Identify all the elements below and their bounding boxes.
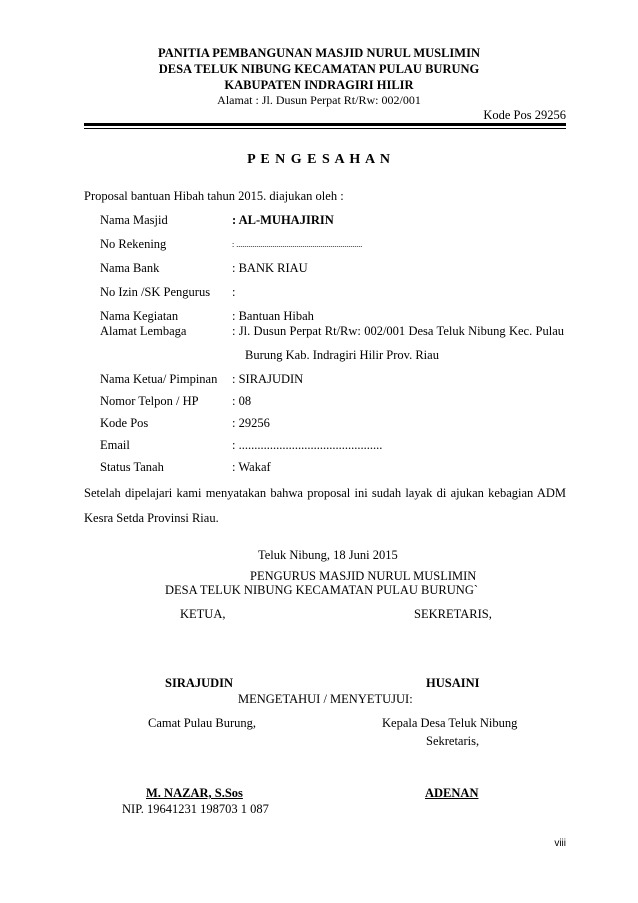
field-label-nomor-telpon: Nomor Telpon / HP: [100, 394, 199, 408]
letterhead-postal: Kode Pos 29256: [483, 108, 566, 122]
chair-name: SIRAJUDIN: [165, 676, 234, 690]
field-value-alamat-lembaga: : Jl. Dusun Perpat Rt/Rw: 002/001 Desa Teluk Nibung Kec. Pulau: [232, 324, 564, 338]
statement-line-2: Kesra Setda Provinsi Riau.: [84, 511, 219, 525]
field-value-izin-sk: :: [232, 285, 236, 299]
letterhead-line-3: KABUPATEN INDRAGIRI HILIR: [224, 78, 414, 92]
camat-name: M. NAZAR, S.Sos: [146, 786, 243, 800]
camat-title: Camat Pulau Burung,: [148, 716, 256, 730]
field-value-nama-bank: : BANK RIAU: [232, 261, 308, 275]
field-label-no-rekening: No Rekening: [100, 237, 167, 251]
letterhead-address: Alamat : Jl. Dusun Perpat Rt/Rw: 002/001: [217, 93, 421, 107]
chair-title: KETUA,: [180, 607, 226, 621]
field-label-nama-bank: Nama Bank: [100, 261, 160, 275]
field-label-nama-kegiatan: Nama Kegiatan: [100, 309, 179, 323]
field-label-alamat-lembaga: Alamat Lembaga: [100, 324, 187, 338]
field-value-alamat-lembaga-cont: Burung Kab. Indragiri Hilir Prov. Riau: [245, 348, 439, 362]
field-label-izin-sk: No Izin /SK Pengurus: [100, 285, 211, 299]
approval-heading: MENGETAHUI / MENYETUJUI:: [238, 692, 413, 706]
secretary-name: HUSAINI: [426, 676, 480, 690]
field-label-nama-ketua: Nama Ketua/ Pimpinan: [100, 372, 218, 386]
intro-text: Proposal bantuan Hibah tahun 2015. diajukan oleh :: [84, 189, 344, 203]
field-value-nama-masjid: : AL-MUHAJIRIN: [232, 213, 334, 227]
camat-nip: NIP. 19641231 198703 1 087: [122, 802, 269, 816]
statement-line-1: Setelah dipelajari kami menyatakan bahwa proposal ini sudah layak di ajukan kebagian ADM: [84, 486, 566, 500]
letterhead-line-2: DESA TELUK NIBUNG KECAMATAN PULAU BURUNG: [158, 62, 480, 76]
letterhead-line-1: PANITIA PEMBANGUNAN MASJID NURUL MUSLIMIN: [157, 46, 480, 60]
letterhead-divider-thick: [84, 123, 566, 126]
page-number: viii: [554, 838, 566, 849]
kades-name: ADENAN: [425, 786, 479, 800]
letterhead-divider-thin: [84, 128, 566, 129]
field-value-nama-kegiatan: : Bantuan Hibah: [232, 309, 314, 323]
committee-line-2: DESA TELUK NIBUNG KECAMATAN PULAU BURUNG`: [165, 583, 479, 597]
field-value-no-rekening: : ...............................................................: [232, 240, 363, 249]
kades-title: Kepala Desa Teluk Nibung: [382, 716, 518, 730]
kades-subtitle: Sekretaris,: [426, 734, 480, 748]
page-title: P E N G E S A H A N: [247, 152, 391, 167]
place-date: Teluk Nibung, 18 Juni 2015: [258, 548, 398, 562]
field-label-kode-pos: Kode Pos: [100, 416, 149, 430]
committee-line-1: PENGURUS MASJID NURUL MUSLIMIN: [250, 569, 477, 583]
field-value-kode-pos: : 29256: [232, 416, 270, 430]
field-value-nama-ketua: : SIRAJUDIN: [232, 372, 304, 386]
field-label-email: Email: [100, 438, 130, 452]
field-value-nomor-telpon: : 08: [232, 394, 252, 408]
field-value-status-tanah: : Wakaf: [232, 460, 271, 474]
field-label-status-tanah: Status Tanah: [100, 460, 164, 474]
field-value-email: : ..............................................: [232, 438, 383, 452]
secretary-title: SEKRETARIS,: [414, 607, 492, 621]
field-label-nama-masjid: Nama Masjid: [100, 213, 168, 227]
